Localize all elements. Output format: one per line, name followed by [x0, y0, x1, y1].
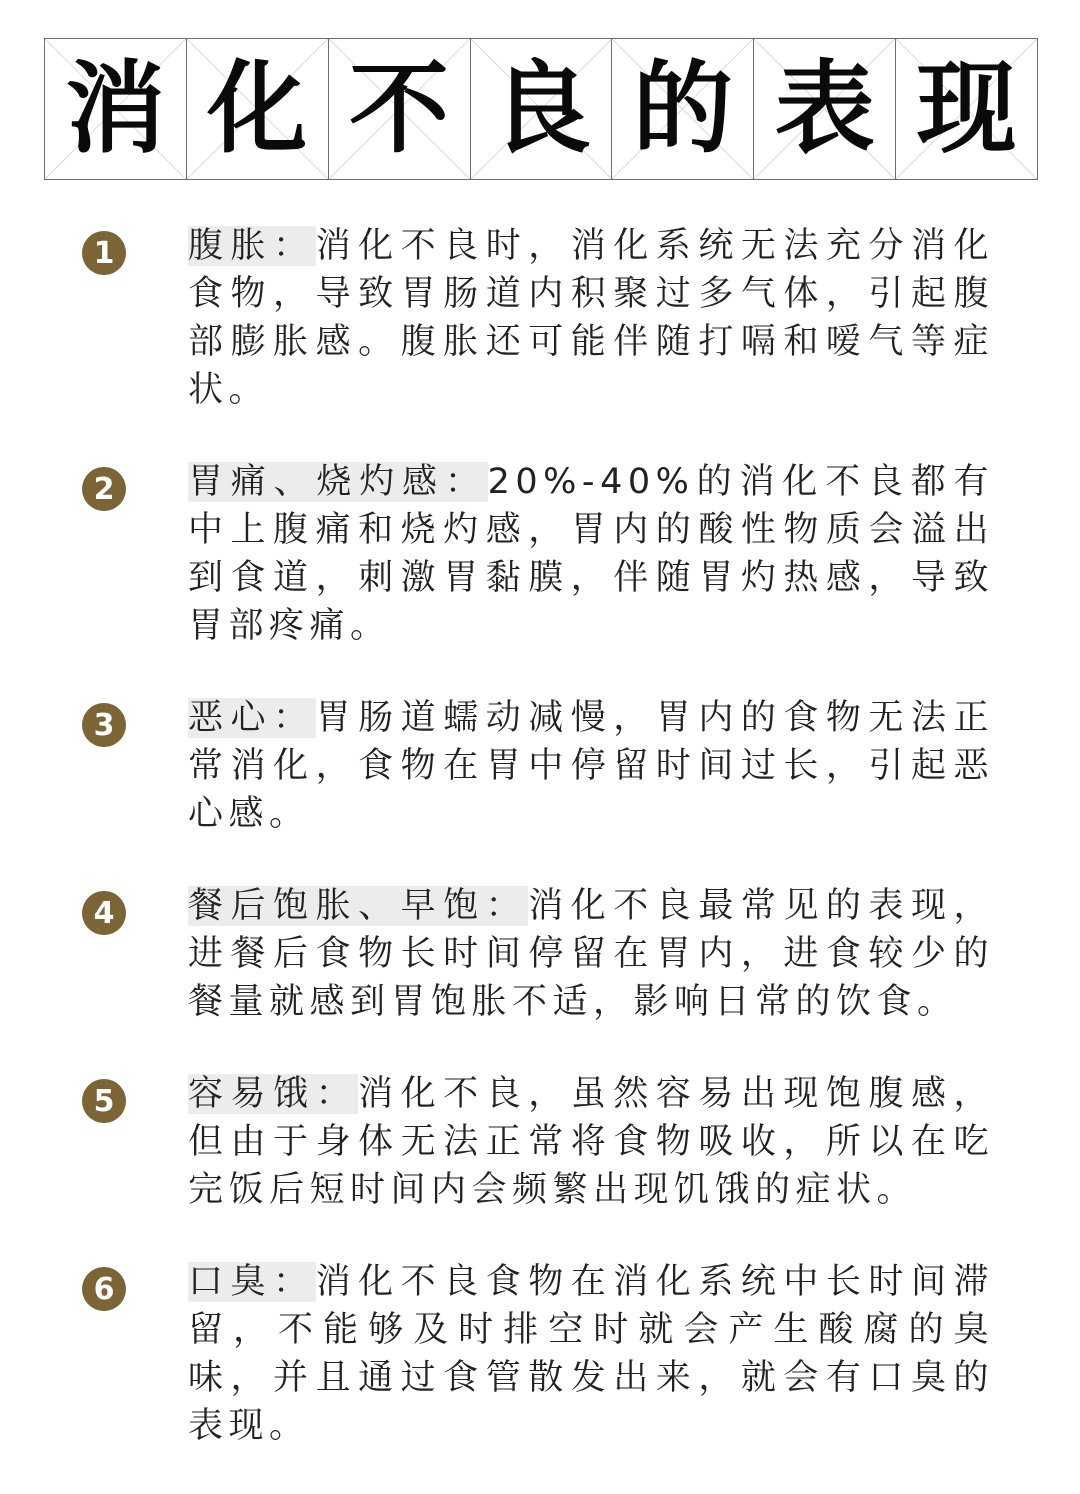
item-heading: 口臭： — [188, 1262, 316, 1302]
title-cell — [471, 39, 613, 179]
number-badge: 6 — [82, 1267, 126, 1311]
item-heading: 腹胀： — [188, 226, 316, 266]
title-char: 化 — [207, 50, 308, 167]
title-char: 良 — [491, 50, 591, 167]
list-item — [0, 882, 1080, 1026]
symptom-list — [0, 222, 1080, 1494]
list-item — [0, 1258, 1080, 1450]
number-badge: 3 — [82, 703, 126, 747]
number-badge: 2 — [82, 467, 126, 511]
title-char: 消 — [65, 50, 166, 167]
title-char: 现 — [916, 50, 1017, 167]
number-badge: 5 — [82, 1079, 126, 1123]
title-char: 不 — [349, 50, 450, 167]
list-item — [0, 222, 1080, 414]
item-body: 消化不良食物在消化系统中长时间滞留，不能够及时排空时就会产生酸腐的臭味，并且通过食管散发出来，就会有口臭的表现。 — [188, 1262, 994, 1446]
item-text — [188, 1258, 994, 1450]
item-text — [188, 222, 994, 414]
title-cell — [45, 39, 187, 179]
list-item — [0, 458, 1080, 650]
title-cell — [754, 39, 896, 179]
title-cell — [187, 39, 329, 179]
title-char: 表 — [774, 50, 875, 167]
list-item — [0, 694, 1080, 838]
item-body: 胃肠道蠕动减慢，胃内的食物无法正常消化，食物在胃中停留时间过长，引起恶心感。 — [188, 698, 994, 834]
item-body: 消化不良最常见的表现，进餐后食物长时间停留在胃内，进食较少的餐量就感到胃饱胀不适，影响日常的饮食。 — [188, 886, 994, 1022]
item-heading: 恶心： — [188, 698, 316, 738]
title-char: 的 — [632, 50, 733, 167]
item-heading: 容易饿： — [188, 1074, 359, 1114]
item-text — [188, 458, 994, 650]
item-body: 消化不良时，消化系统无法充分消化食物，导致胃肠道内积聚过多气体，引起腹部膨胀感。腹胀还可能伴随打嗝和嗳气等症状。 — [188, 226, 994, 410]
item-text — [188, 694, 994, 838]
title-cell — [612, 39, 754, 179]
item-body: 20%-40%的消化不良都有中上腹痛和烧灼感，胃内的酸性物质会溢出到食道，刺激胃黏膜，伴随胃灼热感，导致胃部疼痛。 — [188, 462, 994, 646]
item-heading: 餐后饱胀、早饱： — [188, 886, 529, 926]
list-item — [0, 1070, 1080, 1214]
item-heading: 胃痛、烧灼感： — [188, 462, 488, 502]
title-cell — [896, 39, 1037, 179]
item-text — [188, 882, 994, 1026]
number-badge: 1 — [82, 231, 126, 275]
item-body: 消化不良，虽然容易出现饱腹感，但由于身体无法正常将食物吸收，所以在吃完饭后短时间内会频繁出现饥饿的症状。 — [188, 1074, 994, 1210]
title-grid — [44, 38, 1038, 180]
title-cell — [329, 39, 471, 179]
number-badge: 4 — [82, 891, 126, 935]
item-text — [188, 1070, 994, 1214]
